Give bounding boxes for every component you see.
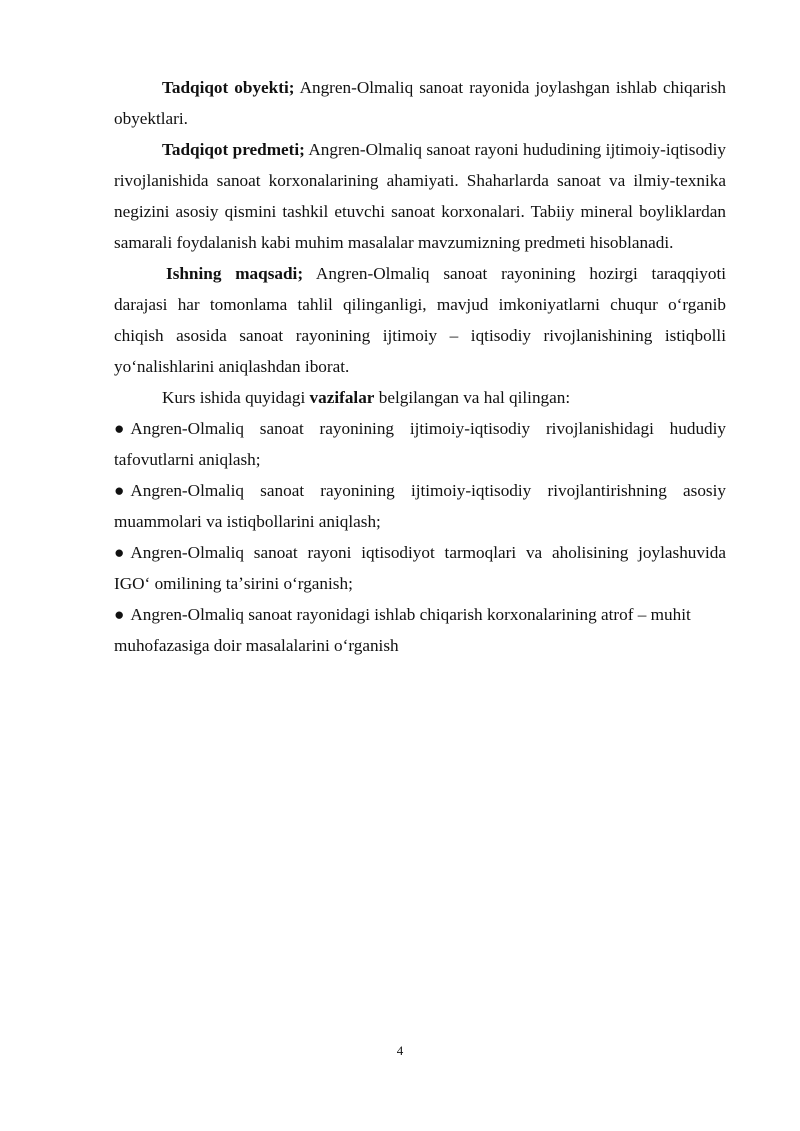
task-text-4: Angren-Olmaliq sanoat rayonidagi ishlab chiqarish korxonalarining atrof – muhit muhofazasiga doir masalalarini oʻrganish [114,605,691,655]
task-item-2 [114,475,726,537]
research-object-paragraph [114,72,726,134]
task-item-4 [114,599,726,661]
research-subject-paragraph [114,134,726,258]
page-body [114,72,726,661]
research-object-text: Angren-Olmaliq sanoat rayonida joylashgan ishlab chiqarish obyektlari. [114,78,727,128]
research-subject-label: Tadqiqot predmeti; [162,140,305,159]
tasks-intro-before: Kurs ishida quyidagi [162,388,310,407]
research-subject-text: Angren-Olmaliq sanoat rayoni hududining ijtimoiy-iqtisodiy rivojlanishida sanoat korxonalarining ahamiyati. Shaharlarda sanoat va ilmiy-texnika negizini asosiy qismini tashkil etuvchi sanoat korxonalari. Tabiiy mineral boyliklardan samarali foydalanish kabi muhim masalalar mavzumizning predmeti hisoblanadi. [114,140,726,252]
bullet-icon: ● [114,481,125,500]
tasks-intro-after: belgilangan va hal qilingan: [374,388,571,407]
task-text-3: Angren-Olmaliq sanoat rayoni iqtisodiyot tarmoqlari va aholisining joylashuvida IGOʻ omilining taʼsirini oʻrganish; [114,543,726,593]
work-goal-label: Ishning maqsadi; [166,264,304,283]
work-goal-text: Angren-Olmaliq sanoat rayonining hozirgi taraqqiyoti darajasi har tomonlama tahlil qilinganligi, mavjud imkoniyatlarni chuqur oʻrganib chiqish asosida sanoat rayonining ijtimoiy – iqtisodiy rivojlanishining istiqbolli yoʻnalishlarini aniqlashdan iborat. [114,264,727,376]
work-goal-paragraph [114,258,726,382]
bullet-icon: ● [114,605,125,624]
research-object-label: Tadqiqot obyekti; [162,78,295,97]
page-number: 4 [396,1043,404,1058]
bullet-icon: ● [114,543,125,562]
tasks-intro-bold: vazifalar [309,388,375,407]
task-item-3 [114,537,726,599]
task-text-2: Angren-Olmaliq sanoat rayonining ijtimoiy-iqtisodiy rivojlantirishning asosiy muammolari va istiqbollarini aniqlash; [114,481,726,531]
task-text-1: Angren-Olmaliq sanoat rayonining ijtimoiy-iqtisodiy rivojlanishidagi hududiy tafovutlarni aniqlash; [114,419,726,469]
task-item-1 [114,413,726,475]
tasks-intro-paragraph [114,382,726,413]
bullet-icon: ● [114,419,125,438]
